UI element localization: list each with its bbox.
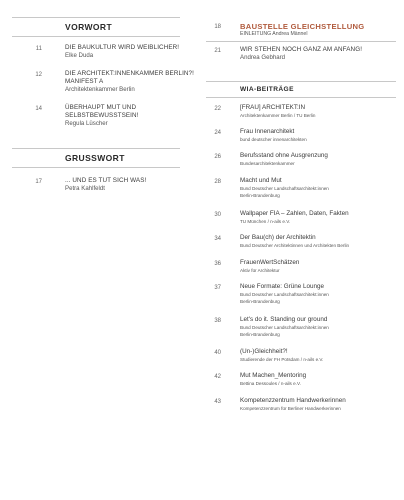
toc-entry-title: FrauenWertSchätzen <box>240 259 300 266</box>
toc-entry[interactable] <box>240 316 400 338</box>
toc-entry[interactable] <box>65 177 195 193</box>
toc-entry-contributor: Bundesarchitektenkammer <box>240 161 295 166</box>
toc-entry[interactable] <box>240 104 400 119</box>
toc-page-number: 14 <box>35 106 42 112</box>
toc-page-number: 18 <box>214 24 221 30</box>
toc-entry[interactable] <box>240 348 400 363</box>
toc-entry-author: Regula Lüscher <box>65 120 108 127</box>
toc-page-number: 38 <box>214 318 221 324</box>
toc-entry[interactable] <box>65 104 195 128</box>
toc-entry-title: Macht und Mut <box>240 177 282 184</box>
toc-entry-title: Neue Formate: Grüne Lounge <box>240 283 325 290</box>
toc-page-number: 11 <box>35 46 42 52</box>
toc-entry-title-cont: SELBSTBEWUSSTSEIN! <box>65 112 139 119</box>
toc-entry-contributor: bund deutscher innenarchitekten <box>240 137 307 142</box>
toc-entry[interactable] <box>240 46 400 62</box>
toc-entry-title: BAUSTELLE GLEICHSTELLUNG <box>240 22 365 31</box>
toc-entry-title: Kompetenzzentrum Handwerkerinnen <box>240 397 346 404</box>
toc-entry-contributor-cont: Berlin-Brandenburg <box>240 332 280 337</box>
toc-entry[interactable] <box>240 283 400 305</box>
toc-entry[interactable] <box>240 210 400 225</box>
toc-entry-title: Mut Machen_Mentoring <box>240 372 307 379</box>
toc-entry-title: (Un-)Gleichheit?! <box>240 348 288 355</box>
toc-entry-title: Let's do it. Standing our ground <box>240 316 328 323</box>
vorwort-top-rule <box>12 17 180 18</box>
grusswort-heading: GRUSSWORT <box>65 153 125 163</box>
toc-entry-contributor: Bund Deutscher Landschaftsarchitekt:innen <box>240 325 329 330</box>
toc-entry[interactable] <box>240 372 400 387</box>
toc-entry[interactable] <box>240 234 404 249</box>
toc-entry-contributor: Bund Deutscher Architektinnen und Architekten Berlin <box>240 243 350 248</box>
toc-entry-title: WIR STEHEN NOCH GANZ AM ANFANG! <box>240 46 363 53</box>
toc-entry-title-cont: MANIFEST A <box>65 78 104 85</box>
wia-top-rule <box>206 81 396 82</box>
toc-entry-contributor: Aktiv für Architektur <box>240 268 280 273</box>
grusswort-top-rule <box>12 148 180 149</box>
toc-page-number: 40 <box>214 350 221 356</box>
toc-entry[interactable] <box>65 70 195 94</box>
toc-page-number: 17 <box>35 179 42 185</box>
toc-page-number: 42 <box>214 374 221 380</box>
toc-entry[interactable] <box>240 259 400 274</box>
toc-page-number: 12 <box>35 72 42 78</box>
toc-entry-author: EINLEITUNG Andrea Männel <box>240 31 308 37</box>
vorwort-heading: VORWORT <box>65 22 113 32</box>
wia-bottom-rule <box>206 97 396 98</box>
wia-heading: WIA-BEITRÄGE <box>240 86 294 93</box>
toc-entry-title: Der Bau(ch) der Architektin <box>240 234 316 241</box>
toc-entry[interactable] <box>240 397 400 412</box>
toc-entry-contributor: Bund Deutscher Landschaftsarchitekt:innen <box>240 186 329 191</box>
vorwort-bottom-rule <box>12 36 180 37</box>
section-rule <box>206 41 396 42</box>
toc-entry-contributor: Bund Deutscher Landschaftsarchitekt:innen <box>240 292 329 297</box>
toc-entry-contributor: Studierende der FH Potsdam / n-ails e.V. <box>240 357 324 362</box>
toc-page-number: 43 <box>214 399 221 405</box>
toc-page-number: 36 <box>214 261 221 267</box>
toc-page-number: 30 <box>214 212 221 218</box>
toc-entry-title: ... UND ES TUT SICH WAS! <box>65 177 147 184</box>
toc-page-number: 21 <box>214 48 221 54</box>
toc-entry-title: DIE ARCHITEKT:INNENKAMMER BERLIN?! <box>65 70 195 77</box>
toc-entry-title: Wallpaper FIA – Zahlen, Daten, Fakten <box>240 210 349 217</box>
toc-entry-author: Andrea Gebhard <box>240 54 286 61</box>
toc-entry-contributor-cont: Berlin-Brandenburg <box>240 193 280 198</box>
toc-entry-contributor: TU München / n-ails e.V. <box>240 219 291 224</box>
toc-entry-title: ÜBERHAUPT MUT UND <box>65 104 137 111</box>
toc-entry-author: Elke Duda <box>65 52 94 59</box>
toc-entry-contributor: Kompetenzzentrum für Berliner Handwerkerinnen <box>240 406 341 411</box>
toc-entry[interactable] <box>65 44 195 60</box>
toc-page-number: 28 <box>214 179 221 185</box>
toc-entry[interactable] <box>240 152 400 167</box>
toc-entry[interactable] <box>240 177 400 199</box>
toc-entry-contributor-cont: Berlin-Brandenburg <box>240 299 280 304</box>
toc-entry-author: Petra Kahlfeldt <box>65 185 105 192</box>
toc-page-number: 22 <box>214 106 221 112</box>
toc-entry-title: DIE BAUKULTUR WIRD WEIBLICHER! <box>65 44 180 51</box>
toc-page-number: 26 <box>214 154 221 160</box>
toc-entry-title: Berufsstand ohne Ausgrenzung <box>240 152 328 159</box>
grusswort-bottom-rule <box>12 167 180 168</box>
toc-entry-contributor: Architektenkammer Berlin / TU Berlin <box>240 113 316 118</box>
toc-page-number: 34 <box>214 236 221 242</box>
toc-page-number: 24 <box>214 130 221 136</box>
toc-entry-title: [FRAU] ARCHITEKT:IN <box>240 104 306 111</box>
toc-page-number: 37 <box>214 285 221 291</box>
toc-entry[interactable] <box>240 128 400 143</box>
toc-entry-contributor: Bettina Dessoules / n-ails e.V. <box>240 381 301 386</box>
toc-entry-title: Frau Innenarchitekt <box>240 128 295 135</box>
toc-entry-author: Architektenkammer Berlin <box>65 86 135 93</box>
toc-entry-highlight[interactable] <box>240 22 400 38</box>
